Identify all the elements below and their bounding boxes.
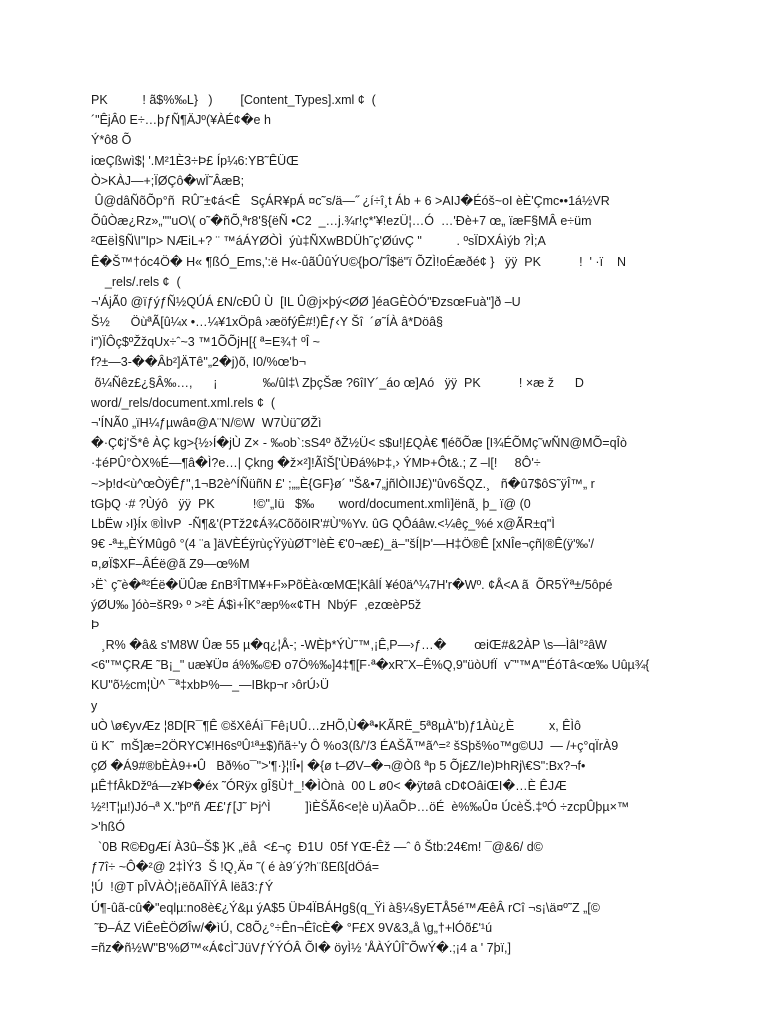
document-line: ¸R% �â& s'M8W Ûæ 55 µ�q¿¦Å-; -WÈþ*ÝÙ˜™,¡Ê‚P—›ƒ…� œiŒ#&2ÀP \s—Ìâl°²âW <box>91 638 607 653</box>
document-line: ½²!T¦µ!)Jó¬ª X."þº'ñ Æ£'ƒ[J˜ Þj^Ì ]ìÈŠÃ6<e¦è u)ÄaÕÞ…öÉ è%‰Û¤ ÚcèŠ.‡ºÓ ÷zcpÛþµ×™ <box>91 799 630 814</box>
document-line: >'hßÓ <box>91 819 125 834</box>
document-line: LbËw ›I}Íx ®ÌIvP -Ñ¶&'(PTž2¢Á¾CõõöIR'#Ù'%Yv. ûG QÔáâw.<¼êç_%é x@ÃR±q"Ì <box>91 516 555 531</box>
document-line: Û@dâÑõÕp°ñ RÛ˜±¢á<Ê SçÁR¥pÁ ¤c˜s/ä—˝ ¿í÷î¸t Áb + 6 >AIJ�Éóš~oI èÈ'Çmc••1á½VR <box>91 193 610 208</box>
document-line: �·Ç¢j'Š*ê ÀÇ kg>{½›Í�jÙ Z× - ‰ob`:sS4º ðŽ½Ü< s$u!|£QÀ€ ¶éõÕæ [I¾ÉÕMç˜wÑN@MÕ=qÎò <box>91 436 627 451</box>
document-line: ýØU‰ ]óò=šR9› º >²È Á$ì+ÎK°æp%«¢TH NbýF ,ezœèP5ž <box>91 597 422 612</box>
document-line: Š½ ÖùªÃ[û¼x •…¼¥1xÖpâ ›æöfýÊ#!)Êƒ‹Y Šî ´ø˜ÍÀ â*Döâ§ <box>91 315 443 330</box>
document-line: õ¼Ñêz£¿§Â‰…, ¡ ‰/ûl‡\ ZþçŠæ ?6îIY´_áo œ]Aó ÿÿ PK ! ×æ ž D <box>91 375 584 390</box>
document-line: ÕûÒæ¿Rz»„""uO\( o˜�ñÕ‚ªr8'§{ëÑ •C2 _…j.¾r!ç*'¥!ezÜ¦…Ó …'Ðè+7 œ„ ïæF§MÂ e÷üm <box>91 214 592 229</box>
document-line: ü K˜ mŠ]æ=2ÖRYC¥!H6sºÛ¹ª±$)ñã÷'y Ô %o3(ß/'/3 ÉAŠÃ™ã^=² šSþš%o™g©UJ — /+ç°qÏrÀ9 <box>91 739 619 753</box>
document-line: Ý*ô8 Õ <box>91 133 132 148</box>
document-line: `0B R©ÐgÆí À3û–Š$ }K „ëå <£¬ç Ð1U 05f YŒ-Êž —ˆ ô Štb:24€m! ¯@&6/ d© <box>91 839 543 854</box>
document-line: ~>þ!d<ù^œÒÿÊƒ",1¬B2è^ÍÑüñN £' ;„„È{GF}ø´ "Š&•7„jñlÒIIJ£)"ûv6ŠQZ.¸ ñ�û7$ôS˜ÿÎ™„ r <box>91 476 595 491</box>
document-line: ¤,øÏ$XF–ÂÉë@ã Z9—œ%M <box>91 557 250 572</box>
document-line: ²ŒëÌ§Ñ\I"Ip> NÆiL+? ¨ ™áÁYØÒÌ ýù‡ÑXwBDÜh˜ç'ØúvÇ " . ºsÏDXÁìýb ?Ì;A <box>91 234 546 249</box>
document-line: tGþQ ·# ?Ùýô ÿÿ PK !©"„Iü $‰ word/document.xmlì]ënã¸ þ_ ï@ (0 <box>91 496 531 511</box>
document-line: _rels/.rels ¢ ( <box>91 274 181 289</box>
document-line: y <box>91 698 98 713</box>
document-line: ´"ÊjÂ0 E÷…þƒÑ¶ÄJº(¥ÀÉ¢�e h <box>91 113 271 128</box>
document-line: 9€ -ª±„ÈÝMûgô °(4 ¨a ]äVÈÉÿrùçŸÿùØT°lèÈ €'0¬æ£)_ä–"šÍ|Þ'—H‡Ö®Ê [xNÎe¬çñ|®Ê(ÿ'‰'/ <box>91 537 594 552</box>
document-line: word/_rels/document.xml.rels ¢ ( <box>91 395 276 410</box>
document-line: Ê�Š™†óc4Ö� H« ¶ßÓ_Ems,':ë H«-ûãÛûÝU©{þO/˜Î$ë"ï ÕZÌ!oÉæðé¢ } ÿÿ PK ! ' ·ï N <box>91 254 626 269</box>
document-line: ¬'ÍNÃ0 „ïH¼ƒµwâ¤@A¨N/©W W7Ùü˜ØŽì <box>91 416 322 430</box>
document-line: çØ �Á9#®bÈÀ9+•Û Bð%o¯">'¶·}¦!Î•| �{ø t–ØV–�¬@Òß ªp 5 Õj£Z/Ie)ÞhRj\€S":Bx?¬f• <box>91 759 586 774</box>
document-line: Þ <box>91 617 100 632</box>
document-line: ƒ7î÷ ~Ô�²@ 2‡ÌÝ3 Š !Q¸Ä¤ ˜( é à9´ý?h¨ßEß[dÖá= <box>91 860 380 875</box>
document-line: ·‡éPÛ°ÒX%É—¶â�Ì?e…| Çkng �ž×²]!ÃîŠ['ÙÐá%Þ‡,› ÝMÞ+Ôt&.; Z –l[! 8Ô'÷ <box>91 456 541 471</box>
document-line: ¬'ÁjÃ0 @ïƒýƒÑ½QÚÁ £N/cÐÛ Ù [IL Û@j×þý<ØØ ]éaGÈÒÓ"ÐzsœFuà"]ð –U <box>91 294 521 309</box>
document-line: iœÇßwì$¦ '.M²1È3÷Þ£ Íp¼6:YB˜ÊÜŒ <box>91 153 299 168</box>
document-line: Ú¶-ûã-cû�"eqlµ:no8è€¿Ý&µ ýA$5 ÜÞ4ÏBÁHg§(q_Ÿi à§¼§yETÅ5é™ÆêÂ rCî ¬s¡\ä¤º˜Z „[© <box>91 900 600 915</box>
document-text-body <box>91 90 763 958</box>
document-line: f?±—3-��Âb²]ÄTê"„2�j)õ, I0/%œ'b¬ <box>91 355 307 370</box>
document-line: =ñz�ñ½W"B'%Ø™«Á¢cÌ˜JüVƒÝÝÓÂ ÕI� öyÌ½ 'ÅÀÝÛÎ˜ÕwÝ�.;¡4 a ' 7þï,] <box>91 940 511 955</box>
document-line: µÊ†fÂkDžºá—z¥Þ�éx ˜ÓRÿx gÎ§Ù†_!�ÌÒnà 00 L ø0< �ÿtøâ cD¢OâiŒI�…È ÊJÆ <box>91 779 567 794</box>
document-line: KU"õ½cm¦Ù^ ¯ª‡xbÞ%—_—IBkp¬r ›ôrÚ›Ü <box>91 678 329 693</box>
document-line: PK ! ã$%‰L} ) [Content_Types].xml ¢ ( <box>91 93 376 107</box>
document-line: uÒ \ø€yvÆz ¦8D[R¯¶Ê ©šXêÁì¯Fê¡UÛ…zHÕ‚Ù�ª•KÃRË_5ª8µÀ"b)ƒ1Àù¿È x, ÊÌô <box>91 718 581 733</box>
document-line: Ò>KÀJ—+;ÏØÇô�wÏ˜ÂæB; <box>91 173 245 188</box>
document-line: ¦Ú !@T pÎVÀÒ¦¡ëõAÎÏÝÂ lëã3:ƒÝ <box>91 880 274 895</box>
document-line: i")ÏÔç$ºŽžqUx÷ˆ~3 ™1ÕÕjH[{ ª=E¾† ºÎ ~ <box>91 335 320 350</box>
document-line: ›Ë` ç˜è�ª²Éë�ÜÛæ £nB³ÎTM¥+F»PõÈà‹œMŒ¦KâlÍ ¥é0ä^¼7H'r�Wº. ¢Å<A ã ÕR5Ÿª±/5ôpé <box>91 577 613 592</box>
document-line: <6"™ÇRÆ ˜B¡_" uæ¥Ü¤ á%‰©Ð o7Ö%‰]4‡¶[F·ª�xR˜X–Ê%Q,9"üòUfÏ v˜"™A"'ÉóTâ<œ‰ Uûµ¾{ <box>91 658 650 673</box>
document-line: ˜Ð–ÁZ ViÊeÈÖØÎw/�ìÚ, C8Õ¿°÷Ên¬ÊîcÈ� °F£X 9V&3„å \g„†+lÓõ£'¹ú <box>91 920 493 935</box>
